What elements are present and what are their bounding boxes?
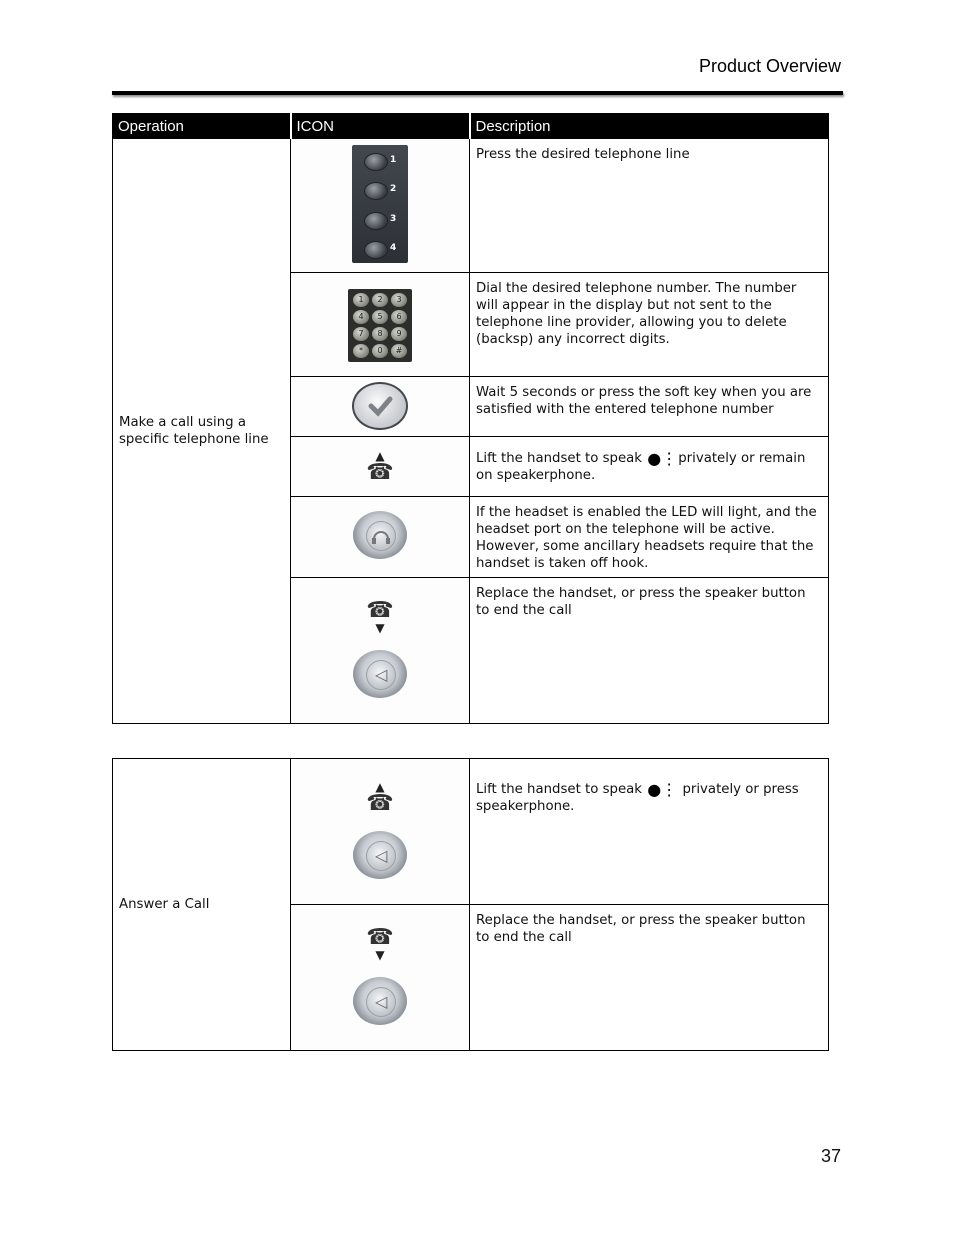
description-cell: Replace the handset, or press the speaker button to end the call bbox=[470, 578, 829, 724]
column-header-operation: Operation bbox=[113, 114, 291, 139]
icon-cell bbox=[291, 905, 470, 1051]
speaker-button-icon: ◁ bbox=[353, 831, 407, 879]
speaker-button-icon: ◁ bbox=[353, 977, 407, 1025]
headset-button-icon bbox=[353, 511, 407, 559]
icon-cell bbox=[291, 759, 470, 905]
page-header-title: Product Overview bbox=[698, 56, 841, 76]
table-row bbox=[113, 139, 829, 273]
handset-lift-icon: ▲ ☎ bbox=[366, 779, 394, 816]
page-number: 37 bbox=[820, 1146, 841, 1166]
dial-keypad-icon: 1 2 3 4 5 6 7 8 9 * 0 # bbox=[348, 289, 412, 362]
description-cell: Lift the handset to speak ●⋮privately or remain on speakerphone. bbox=[470, 437, 829, 497]
icon-cell bbox=[291, 273, 470, 377]
operations-table-answer-call bbox=[112, 758, 829, 1051]
table-row bbox=[113, 759, 829, 905]
handset-lift-icon: ▲ ☎ bbox=[366, 448, 394, 485]
description-cell: If the headset is enabled the LED will light, and the headset port on the telephone will be active. However, some ancillary headsets require that the handset is taken off hook. bbox=[470, 497, 829, 578]
header-rule bbox=[112, 91, 843, 95]
speaker-button-icon: ◁ bbox=[353, 650, 407, 698]
handset-replace-icon: ☎ ▼ bbox=[366, 924, 394, 962]
description-cell: Replace the handset, or press the speaker button to end the call bbox=[470, 905, 829, 1051]
column-header-icon: ICON bbox=[291, 114, 470, 139]
column-header-description: Description bbox=[470, 114, 829, 139]
operation-make-call: Make a call using a specific telephone line bbox=[113, 139, 291, 724]
description-cell: Press the desired telephone line bbox=[470, 139, 829, 273]
description-cell: Lift the handset to speak ●⋮ privately or press speakerphone. bbox=[470, 759, 829, 905]
icon-cell bbox=[291, 578, 470, 724]
handset-replace-icon: ☎ ▼ bbox=[366, 597, 394, 635]
icon-cell bbox=[291, 497, 470, 578]
description-cell: Wait 5 seconds or press the soft key when you are satisfied with the entered telephone number bbox=[470, 377, 829, 437]
telephone-line-buttons-icon: 1 2 3 4 bbox=[352, 145, 408, 263]
icon-cell bbox=[291, 377, 470, 437]
speaking-head-icon: ●⋮ bbox=[647, 780, 678, 799]
check-soft-key-icon bbox=[352, 382, 408, 430]
speaking-head-icon: ●⋮ bbox=[647, 449, 678, 468]
description-cell: Dial the desired telephone number. The number will appear in the display but not sent to the telephone line provider, allowing you to delete (backsp) any incorrect digits. bbox=[470, 273, 829, 377]
icon-cell bbox=[291, 437, 470, 497]
operations-table-make-call bbox=[112, 113, 829, 724]
icon-cell bbox=[291, 139, 470, 273]
operation-answer-call: Answer a Call bbox=[113, 759, 291, 1051]
